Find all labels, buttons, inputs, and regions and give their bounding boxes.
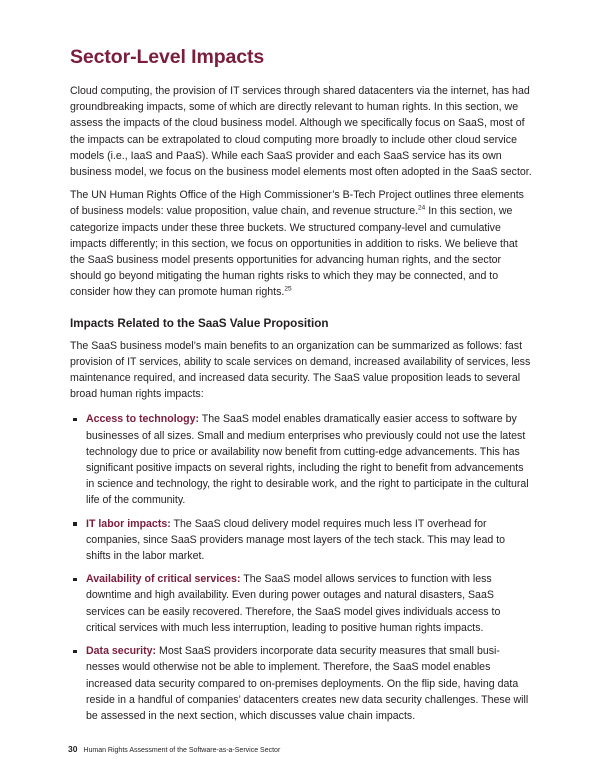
list-item [70,643,532,724]
bullet-text: The SaaS model enables dramatically easier access to software by businesses of all sizes. Small and medium enterprises who previously could not use the latest technology due to price or availability now benefit from cutting-edge advancements. This has significant positive impacts on several rights, including the right to benefit from advancements in science and technology, the right to desirable work, and the right to participate in the cultural life of the community. [86,413,529,507]
bullet-term: Availability of critical services: [86,573,241,586]
section-title: Sector-Level Impacts [70,46,265,68]
footnote-ref-25[interactable]: 25 [284,285,292,293]
intro-paragraph-2 [70,187,532,300]
bullet-text: The SaaS cloud delivery model requires much less IT overhead for companies, since SaaS providers manage most layers of the tech stack. This may lead to shifts in the labor market. [86,517,506,563]
impacts-list [70,411,532,724]
running-title: Human Rights Assessment of the Software-as-a-Service Sector [83,747,281,754]
page-footer [68,744,280,754]
page-number: 30 [68,744,78,754]
subsection-intro: The SaaS business model’s main benefits to an organization can be summarized as follows: fast provision of IT services, ability to scale services on demand, increased availability of services, less maintenance required, and increased data security. The SaaS value proposition leads to several broad human rights impacts: [70,339,531,401]
list-item [70,411,532,508]
list-item [70,516,532,565]
paragraph-text: The UN Human Rights Office of the High Commissioner’s B-Tech Project outlines three elements of business models: value proposition, value chain, and revenue structure. [70,189,524,218]
footnote-ref-24[interactable]: 24 [418,204,426,212]
bullet-term: Data security: [86,645,157,658]
bullet-text: Most SaaS providers incorporate data security measures that small busi-nesses would otherwise not be able to implement. Therefore, the SaaS model enables increased data security compared to on-premises deployments. On the flip side, having data reside in a handful of companies’ datacenters creates new data security challenges. These will be assessed in the next section, which discusses value chain impacts. [86,645,529,722]
bullet-term: IT labor impacts: [86,517,171,530]
list-item [70,571,532,636]
subsection-heading: Impacts Related to the SaaS Value Proposition [70,316,329,330]
intro-paragraph-1: Cloud computing, the provision of IT services through shared datacenters via the internet, has had groundbreaking impacts, some of which are directly relevant to human rights. In this section, we assess the impacts of the cloud business model. Although we specifically focus on SaaS, most of the impacts can be extrapolated to cloud computing more broadly to include other cloud service models (i.e., IaaS and PaaS). While each SaaS provider and each SaaS service has its own business model, we focus on the business model elements most often adopted in the SaaS sector. [70,85,532,179]
bullet-term: Access to technology: [86,413,200,426]
document-page [70,44,532,731]
bullet-text: The SaaS model allows services to function with less downtime and high availability. Even during power outages and natural disasters, SaaS services can be easily recovered. Therefore, the SaaS model gives individuals access to critical services with much less interruption, leading to positive human rights impacts. [86,573,501,634]
paragraph-text: In this section, we categorize impacts under these three buckets. We structured company-level and cumulative impacts differently; in this section, we focus on opportunities in addition to risks. We believe that the SaaS business model presents opportunities for advancing human rights, and the sector should go beyond mitigating the human rights risks to which they may be connected, and to consider how they can promote human rights. [70,205,518,299]
